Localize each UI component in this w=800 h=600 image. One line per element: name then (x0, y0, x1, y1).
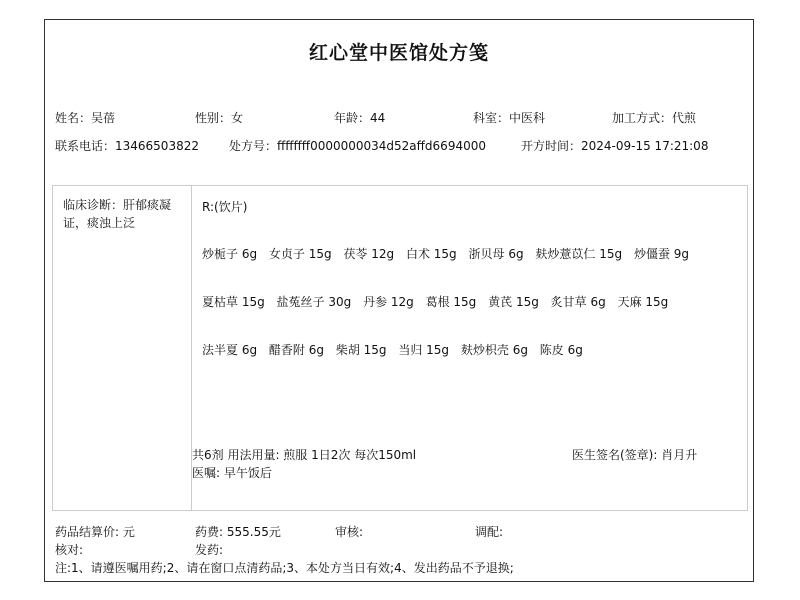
herb-item: 茯苓 12g (343, 247, 395, 261)
footer-row-1 (55, 523, 743, 540)
herb-item: 夏枯草 15g (202, 295, 265, 309)
settlement-price: 药品结算价: 元 (55, 525, 135, 539)
herb-line (202, 293, 676, 310)
patient-gender: 性别：女 (195, 111, 244, 125)
herb-item: 炒僵蚕 9g (633, 247, 690, 261)
herb-item: 丹参 12g (363, 295, 414, 309)
doctor-advice: 医嘱: 早午饭后 (192, 466, 272, 480)
dosage-instructions: 共6剂 用法用量: 煎服 1日2次 每次150ml (192, 448, 417, 462)
check-label: 核对: (55, 543, 84, 557)
herb-item: 柴胡 15g (335, 343, 387, 357)
herb-item: 葛根 15g (425, 295, 477, 309)
herb-item: 陈皮 6g (539, 343, 583, 357)
herb-item: 炒栀子 6g (202, 247, 258, 261)
clinical-diagnosis: 临床诊断：肝郁痰凝证，痰浊上泛 (53, 186, 192, 510)
herb-item: 浙贝母 6g (468, 247, 524, 261)
herb-item: 黄芪 15g (488, 295, 539, 309)
dispense-label: 调配: (475, 525, 504, 539)
drug-fee: 药费: 555.55元 (195, 525, 281, 539)
rx-header: R:(饮片) (202, 200, 248, 214)
prescription-number: 处方号：ffffffff0000000034d52affd6694000 (229, 139, 486, 153)
prescription-body (52, 185, 748, 511)
herb-item: 白术 15g (405, 247, 457, 261)
herb-item: 当归 15g (398, 343, 450, 357)
prescribe-time: 开方时间：2024-09-15 17:21:08 (521, 139, 709, 153)
herb-item: 炙甘草 6g (550, 295, 606, 309)
herb-item: 天麻 15g (617, 295, 669, 309)
doctor-signature: 医生签名(签章): 肖月升 (572, 448, 698, 462)
herb-item: 麸炒薏苡仁 15g (535, 247, 623, 261)
processing-method: 加工方式：代煎 (612, 111, 697, 125)
patient-info-row (55, 109, 743, 127)
prescription-sheet (44, 19, 754, 582)
herb-item: 女贞子 15g (268, 247, 332, 261)
issue-label: 发药: (195, 543, 224, 557)
page-title: 红心堂中医馆处方笺 (308, 42, 489, 64)
patient-age: 年龄：44 (334, 111, 386, 125)
footer-note: 注:1、请遵医嘱用药;2、请在窗口点清药品;3、本处方当日有效;4、发出药品不予退换; (55, 561, 514, 575)
footer-row-2 (55, 541, 743, 558)
herb-line (202, 341, 591, 358)
herb-line (202, 245, 697, 262)
herb-item: 盐菟丝子 30g (276, 295, 352, 309)
herb-item: 法半夏 6g (202, 343, 258, 357)
contact-row (55, 137, 743, 155)
department: 科室：中医科 (473, 111, 546, 125)
herb-item: 麸炒枳壳 6g (460, 343, 528, 357)
phone: 联系电话：13466503822 (55, 139, 199, 153)
herb-item: 醋香附 6g (268, 343, 324, 357)
patient-name: 姓名：吴蓓 (55, 111, 116, 125)
usage-block (192, 446, 416, 482)
rx-area (192, 186, 747, 510)
review-label: 审核: (335, 525, 364, 539)
